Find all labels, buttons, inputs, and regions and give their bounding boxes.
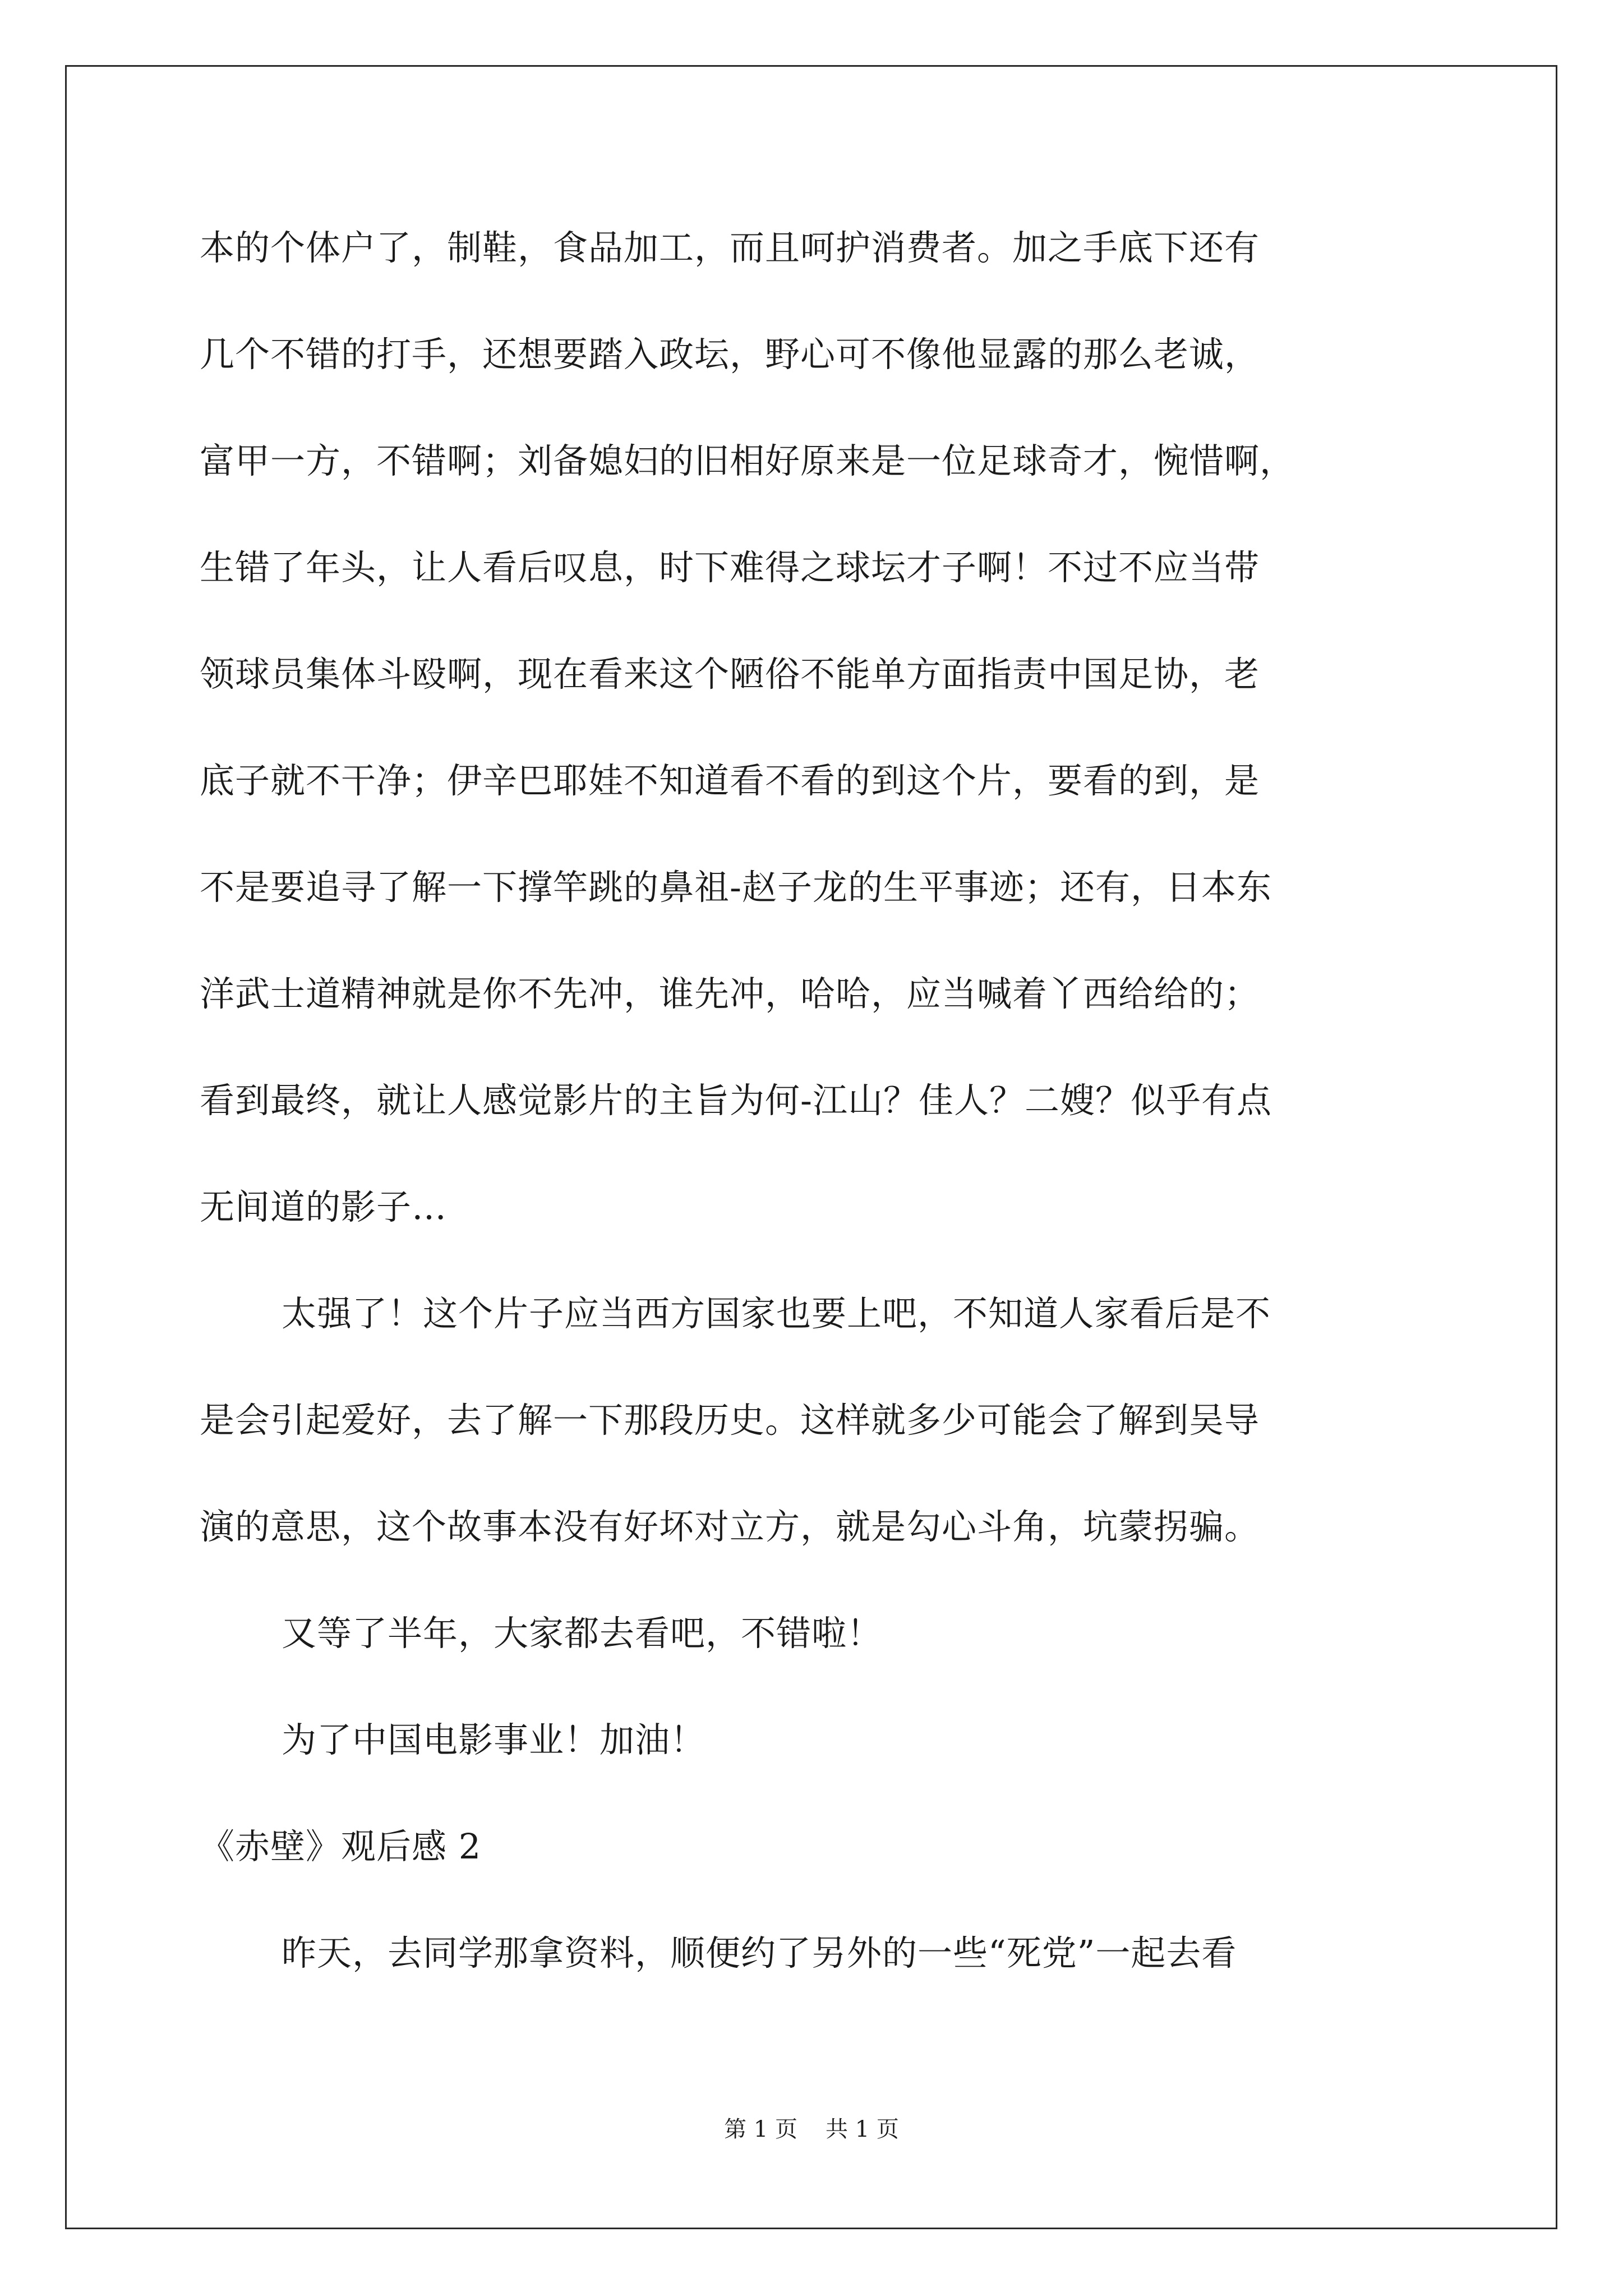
page-border (65, 65, 1557, 2229)
section-heading: 《赤壁》观后感 2 (200, 1826, 482, 1867)
page-total: 共 1 页 (826, 2116, 899, 2142)
paragraph-line: 本的个体户了，制鞋，食品加工，而且呵护消费者。加之手底下还有 (200, 227, 1260, 268)
paragraph-line: 是会引起爱好，去了解一下那段历史。这样就多少可能会了解到吴导 (200, 1400, 1260, 1441)
paragraph-line: 演的意思，这个故事本没有好坏对立方，就是勾心斗角，坑蒙拐骗。 (200, 1506, 1260, 1547)
paragraph-line: 昨天，去同学那拿资料，顺便约了另外的一些“死党”一起去看 (282, 1932, 1237, 1973)
paragraph-line: 底子就不干净；伊辛巴耶娃不知道看不看的到这个片，要看的到，是 (200, 760, 1260, 801)
paragraph-line: 又等了半年，大家都去看吧，不错啦！ (282, 1613, 883, 1654)
paragraph-line: 无间道的影子… (200, 1186, 448, 1227)
paragraph-line: 看到最终，就让人感觉影片的主旨为何-江山？佳人？二嫂？似乎有点 (200, 1080, 1272, 1121)
paragraph-line: 洋武士道精神就是你不先冲，谁先冲，哈哈，应当喊着丫西给给的； (200, 973, 1260, 1014)
paragraph-line: 富甲一方，不错啊；刘备媳妇的旧相好原来是一位足球奇才，惋惜啊， (200, 440, 1295, 481)
paragraph-line: 生错了年头，让人看后叹息，时下难得之球坛才子啊！不过不应当带 (200, 547, 1260, 588)
page-number: 第 1 页 (724, 2116, 797, 2142)
page-footer (0, 2115, 1623, 2144)
paragraph-line: 领球员集体斗殴啊，现在看来这个陋俗不能单方面指责中国足协，老 (200, 654, 1260, 694)
paragraph-line: 不是要追寻了解一下撑竿跳的鼻祖-赵子龙的生平事迹；还有，日本东 (200, 867, 1272, 908)
paragraph-line: 为了中国电影事业！加油！ (282, 1719, 706, 1760)
paragraph-line: 几个不错的打手，还想要踏入政坛，野心可不像他显露的那么老诚， (200, 334, 1260, 375)
paragraph-line: 太强了！这个片子应当西方国家也要上吧，不知道人家看后是不 (282, 1293, 1271, 1334)
